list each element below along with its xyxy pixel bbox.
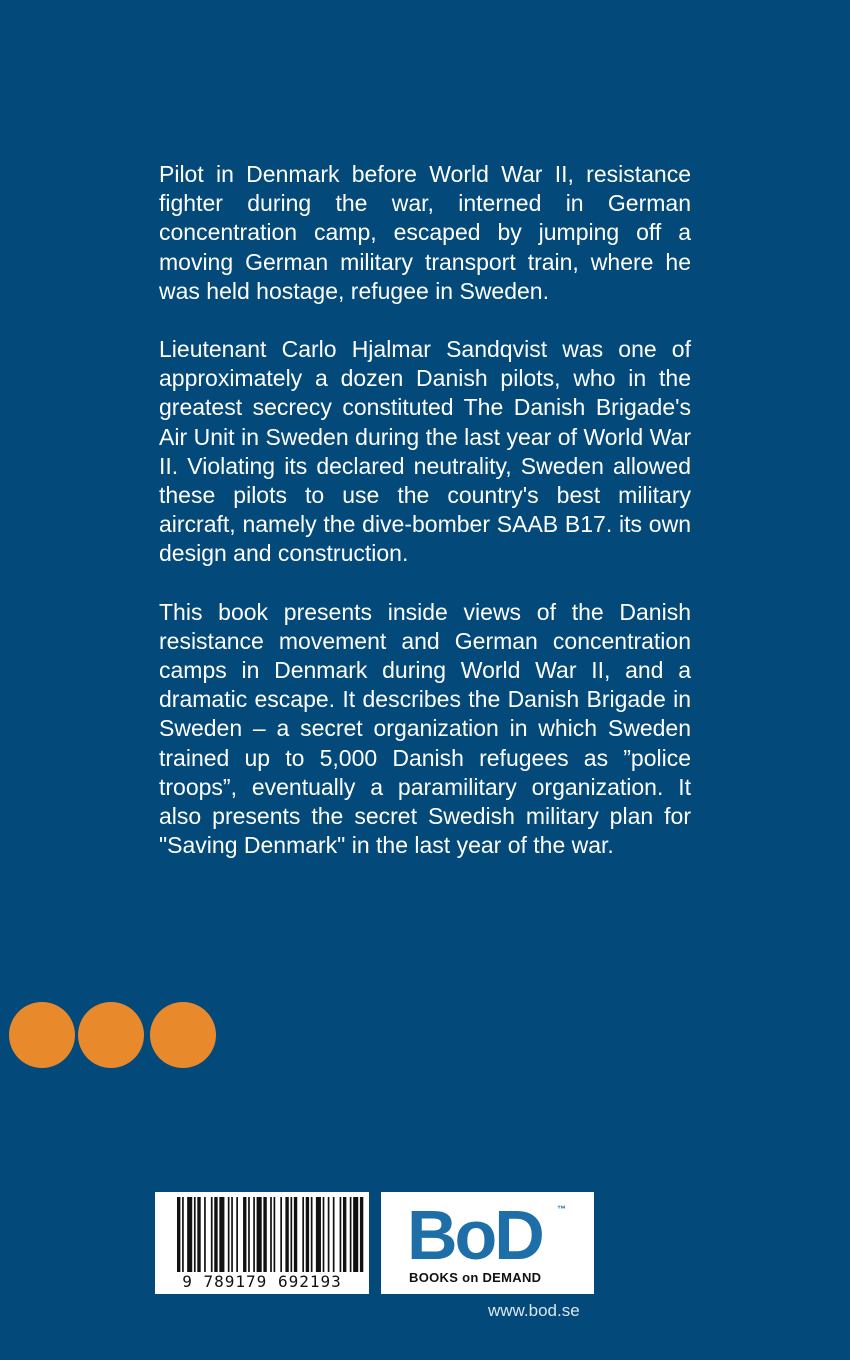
- publisher-website: www.bod.se: [488, 1301, 580, 1320]
- trademark-symbol: ™: [557, 1204, 566, 1214]
- orange-dot-icon: [150, 1002, 216, 1068]
- back-cover-blurb: [159, 160, 691, 889]
- orange-dot-icon: [9, 1002, 75, 1068]
- isbn-barcode: [155, 1192, 369, 1294]
- publisher-tagline: BOOKS on DEMAND: [409, 1270, 542, 1285]
- orange-dot-icon: [78, 1002, 144, 1068]
- bod-logo-text: BoD: [407, 1196, 542, 1274]
- barcode-icon: [177, 1197, 365, 1272]
- blurb-paragraph-3: This book presents inside views of the Danish resistance movement and German concentration camps in Denmark during World War II, and a dramatic escape. It describes the Danish Brigade in Sweden – a secret organization in which Sweden trained up to 5,000 Danish refugees as ”police troops”, eventually a paramilitary organization. It also presents the secret Swedish military plan for "Saving Denmark" in the last year of the war.: [159, 598, 691, 859]
- publisher-logo: [381, 1192, 594, 1294]
- blurb-paragraph-1: Pilot in Denmark before World War II, resistance fighter during the war, interned in German concentration camp, escaped by jumping off a moving German military transport train, where he was held hostage, refugee in Sweden.: [159, 161, 691, 304]
- blurb-paragraph-2: Lieutenant Carlo Hjalmar Sandqvist was one of approximately a dozen Danish pilots, who in the greatest secrecy constituted The Danish Brigade's Air Unit in Sweden during the last year of World War II. Violating its declared neutrality, Sweden allowed these pilots to use the country's best military aircraft, namely the dive-bomber SAAB B17. its own design and construction.: [159, 336, 691, 567]
- barcode-digits: 9 789179 692193: [182, 1272, 342, 1291]
- decorative-dots: [9, 1002, 219, 1070]
